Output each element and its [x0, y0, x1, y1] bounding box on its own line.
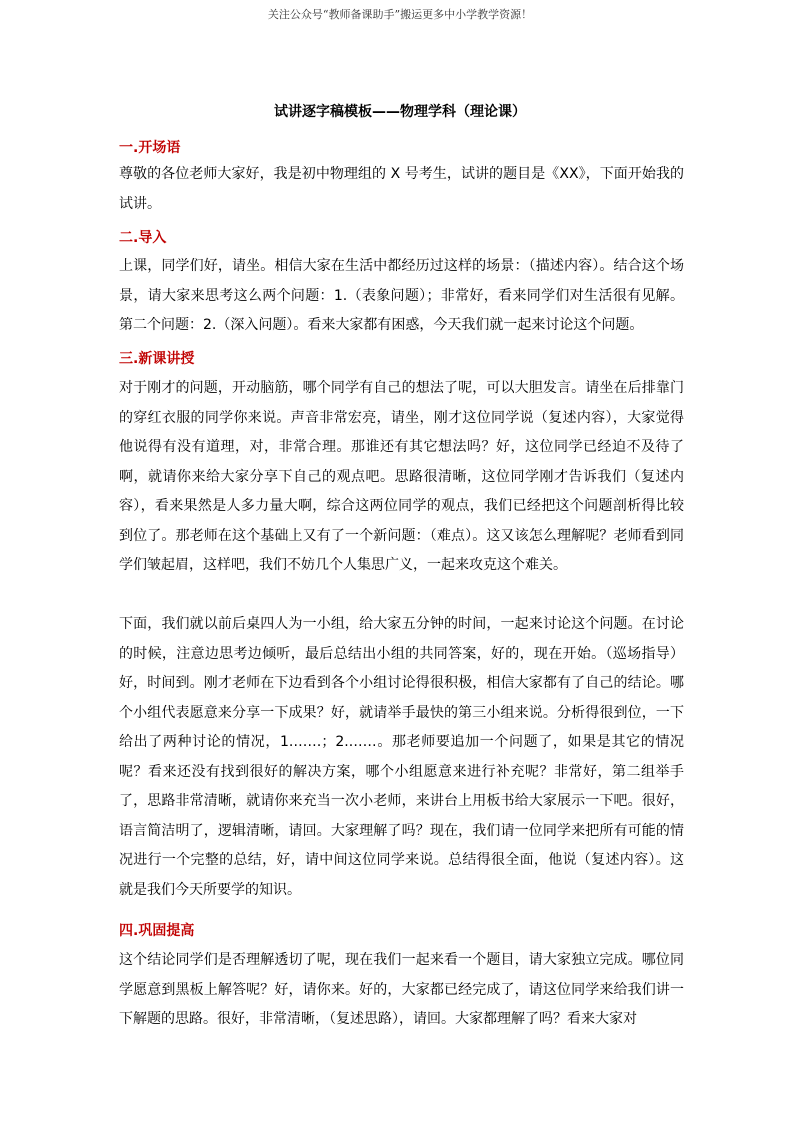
- paragraph-new-lesson-1: 对于刚才的问题，开动脑筋，哪个同学有自己的想法了呢，可以大胆发言。请坐在后排靠门的穿红衣服的同学你来说。声音非常宏亮，请坐，刚才这位同学说（复述内容），大家觉得他说得有没有道理，对，非常合理。那谁还有其它想法吗？好，这位同学已经迫不及待了啊，就请你来给大家分享下自己的观点吧。思路很清晰，这位同学刚才告诉我们（复述内容），看来果然是人多力量大啊，综合这两位同学的观点，我们已经把这个问题剖析得比较到位了。那老师在这个基础上又有了一个新问题：（难点）。这又该怎么理解呢？老师看到同学们皱起眉，这样吧，我们不妨几个人集思广义，一起来攻克这个难关。: [119, 380, 684, 573]
- paragraph-opening: 尊敬的各位老师大家好，我是初中物理组的 X 号考生，试讲的题目是《XX》，下面开始我的试讲。: [119, 166, 684, 212]
- document-title: 试讲逐字稿模板——物理学科（理论课）: [274, 104, 526, 120]
- paragraph-new-lesson-2: 下面，我们就以前后桌四人为一小组，给大家五分钟的时间，一起来讨论这个问题。在讨论的时候，注意边思考边倾听，最后总结出小组的共同答案，好的，现在开始。（巡场指导）好，时间到。刚才老师在下边看到各个小组讨论得很积极，相信大家都有了自己的结论。哪个小组代表愿意来分享一下成果？好，就请举手最快的第三小组来说。分析得很到位，一下给出了两种讨论的情况，1.……；2.……。那老师要追加一个问题了，如果是其它的情况呢？看来还没有找到很好的解决方案，哪个小组愿意来进行补充呢？非常好，第二组举手了，思路非常清晰，就请你来充当一次小老师，来讲台上用板书给大家展示一下吧。很好，语言简洁明了，逻辑清晰，请回。大家理解了吗？现在，我们请一位同学来把所有可能的情况进行一个完整的总结，好，请中间这位同学来说。总结得很全面，他说（复述内容）。这就是我们今天所要学的知识。: [119, 616, 684, 898]
- section-heading-introduction: 二.导入: [119, 230, 167, 246]
- section-heading-new-lesson: 三.新课讲授: [119, 351, 195, 367]
- section-heading-consolidation: 四.巩固提高: [119, 923, 195, 939]
- header-note: 关注公众号“教师备课助手”搬运更多中小学教学资源！: [267, 8, 533, 21]
- paragraph-consolidation: 这个结论同学们是否理解透切了呢，现在我们一起来看一个题目，请大家独立完成。哪位同学愿意到黑板上解答呢？好，请你来。好的，大家都已经完成了，请这位同学来给我们讲一下解题的思路。很好，非常清晰，（复述思路），请回。大家都理解了吗？看来大家对: [119, 952, 684, 1027]
- paragraph-introduction: 上课，同学们好，请坐。相信大家在生活中都经历过这样的场景：（描述内容）。结合这个场景，请大家来思考这么两个问题：1.（表象问题）；非常好，看来同学们对生活很有见解。第二个问题：2.（深入问题）。看来大家都有困惑，今天我们就一起来讨论这个问题。: [119, 258, 684, 333]
- section-heading-opening: 一.开场语: [119, 140, 181, 156]
